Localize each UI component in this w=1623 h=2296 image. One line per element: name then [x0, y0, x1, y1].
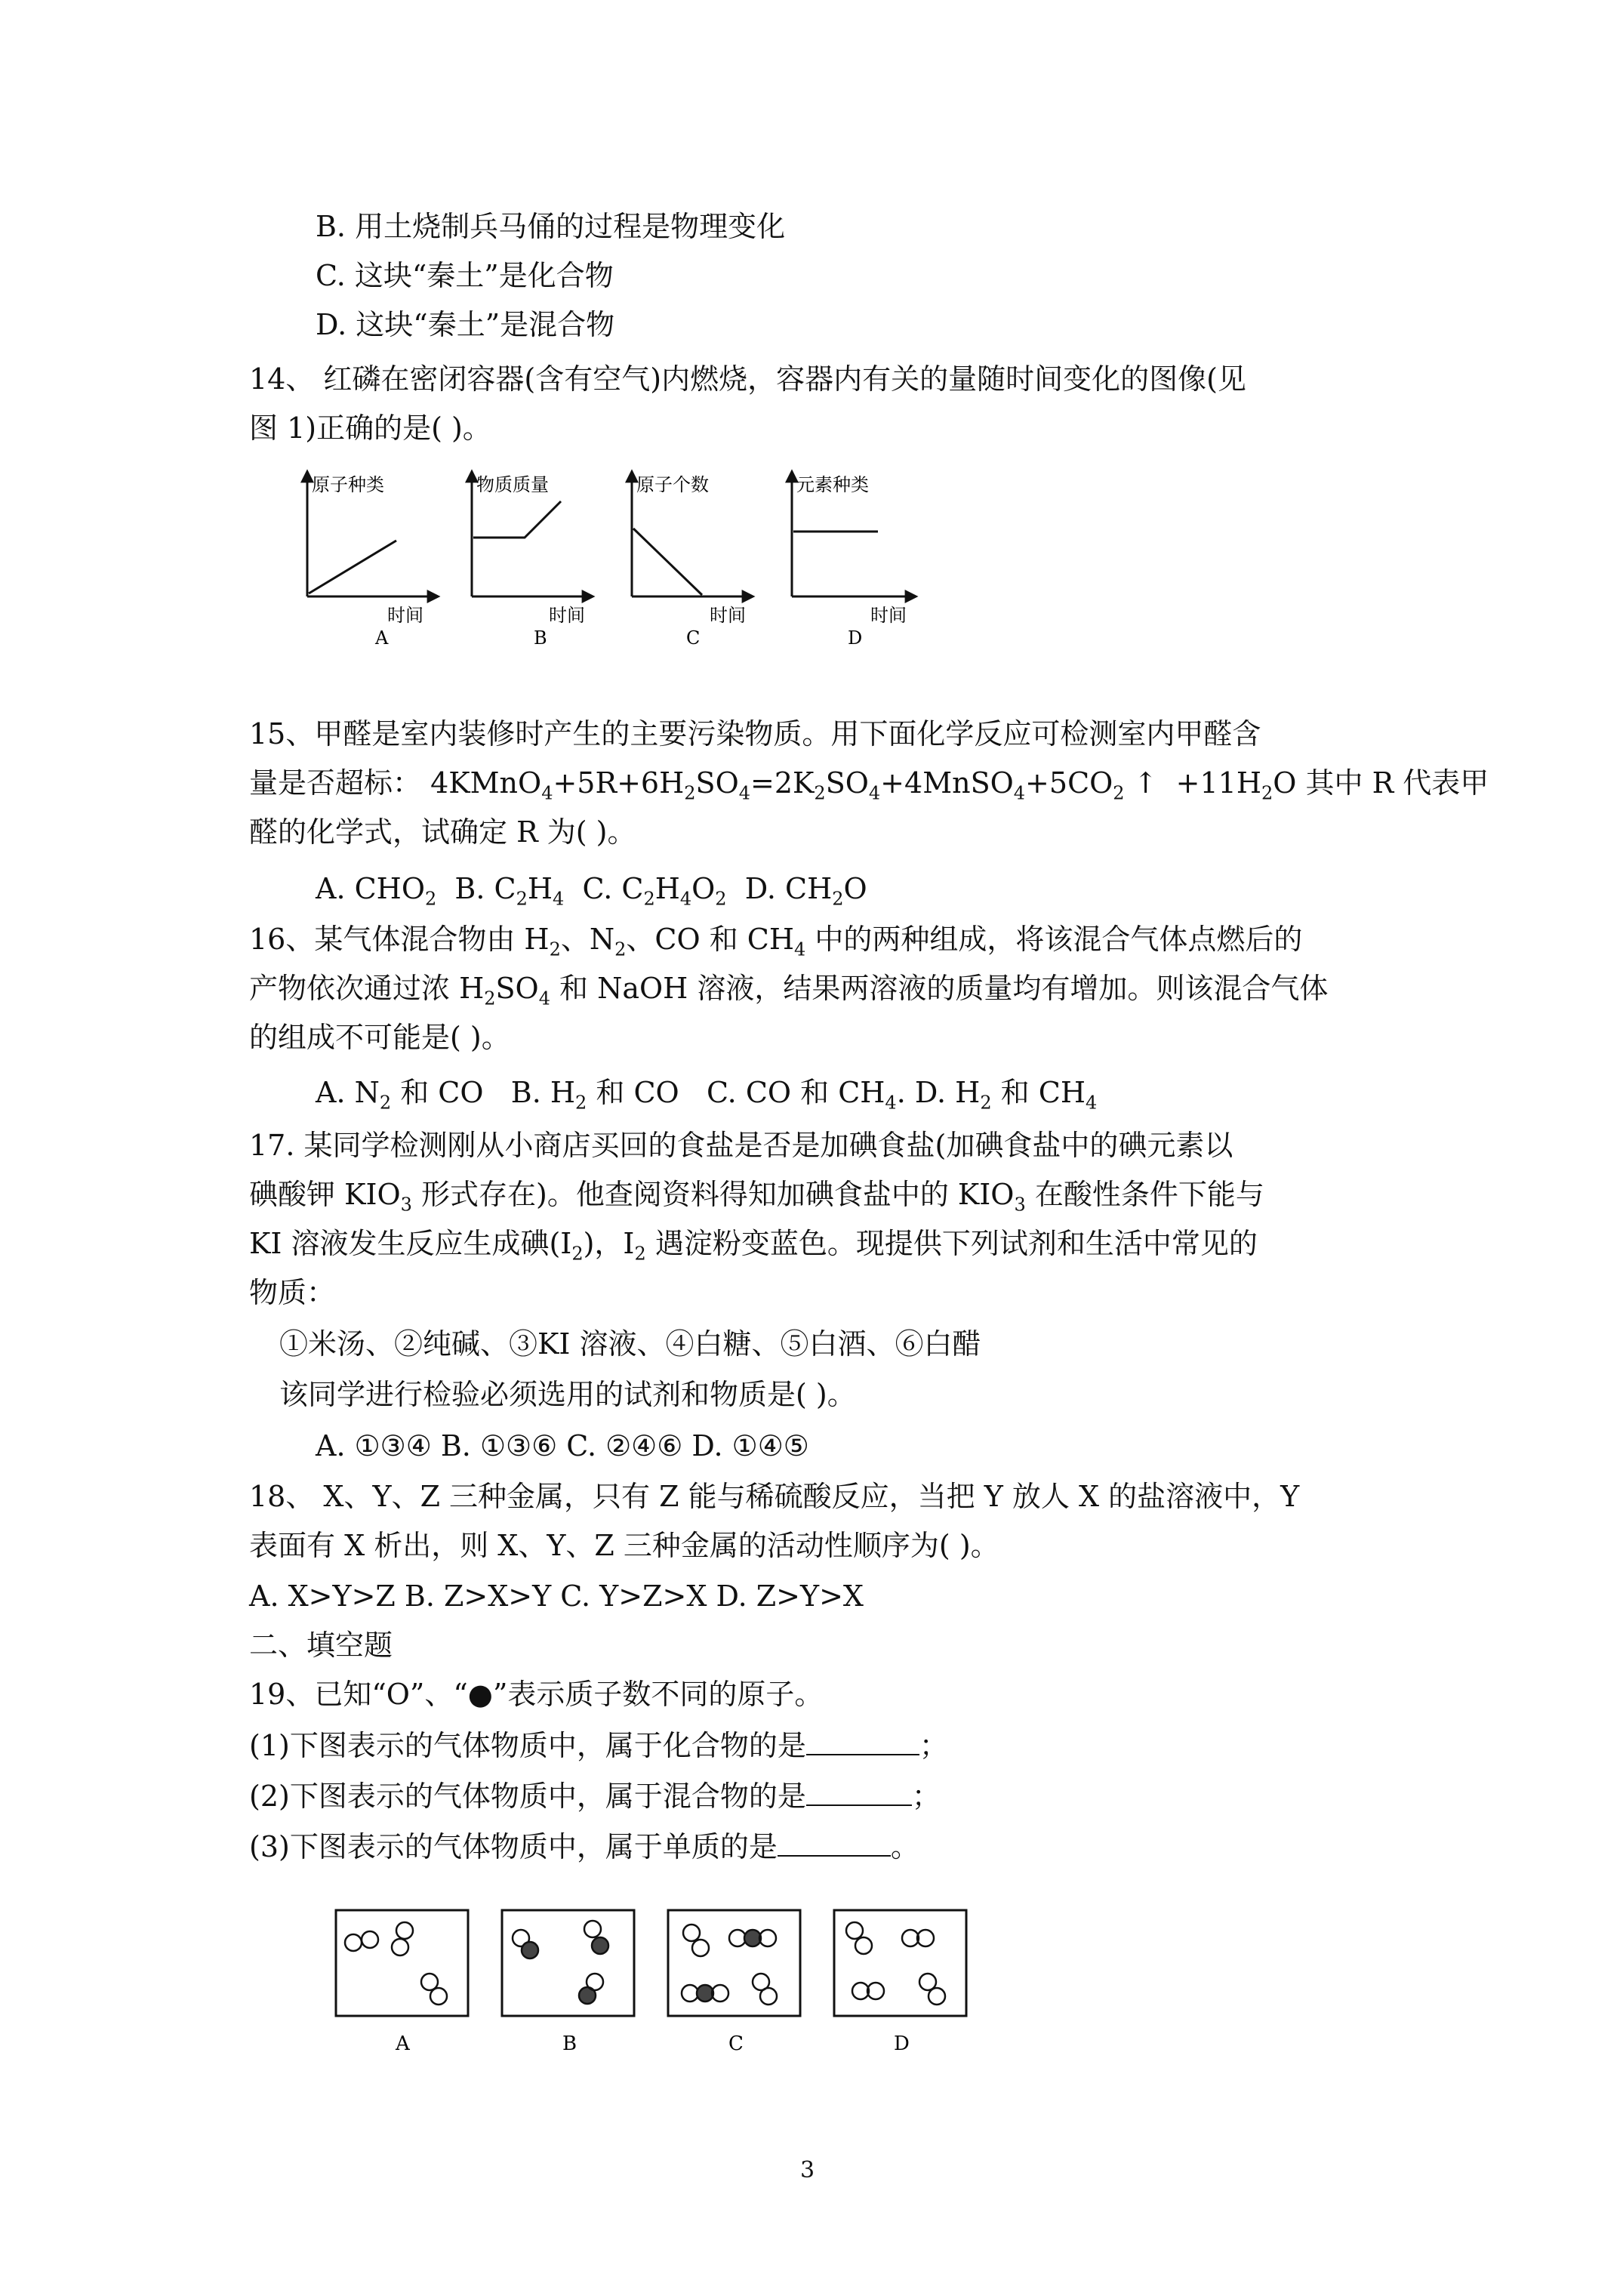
q17-text-line3: KI 溶液发生反应生成碘$(I_2)$，$I_2$ 遇淀粉变蓝色。现提供下列试剂和生活中常见的	[249, 1227, 1258, 1265]
q17-text-line1: 17. 某同学检测刚从小商店买回的食盐是否是加碘食盐(加碘食盐中的碘元素以	[249, 1129, 1233, 1162]
particle-box-c-letter: C	[728, 2032, 744, 2055]
graph-d	[792, 472, 916, 649]
q18-text-line1: 18、 X、Y、Z 三种金属，只有 Z 能与稀硫酸反应，当把 Y 放人 X 的盐溶液中，Y	[249, 1480, 1300, 1513]
q17-text-line4: 物质：	[249, 1276, 336, 1309]
q16-option-b: B. $H_2$ 和 CO	[510, 1076, 679, 1114]
particle-box-b	[502, 1910, 634, 2055]
graph-a	[307, 472, 438, 649]
graph-c-xlabel: 时间	[710, 605, 746, 626]
q19-item-1: (1)下图表示的气体物质中，属于化合物的是 ；	[249, 1721, 948, 1770]
q15-option-c: C. $C_2H_4O_2$	[582, 872, 727, 910]
q18-text-line2: 表面有 X 析出，则 X、Y、Z 三种金属的活动性顺序为( )。	[249, 1529, 999, 1562]
q16-option-a: A. $N_2$ 和 CO	[316, 1076, 484, 1114]
graph-c-ylabel: 原子个数	[636, 474, 709, 495]
particle-box-d	[834, 1910, 966, 2055]
graph-a-xlabel: 时间	[387, 605, 423, 626]
graph-b-letter: B	[534, 627, 547, 649]
q15-option-d: D. $CH_2O$	[744, 872, 867, 910]
q13-option-b: B. 用土烧制兵马俑的过程是物理变化	[316, 210, 786, 243]
graph-b-ylabel: 物质质量	[476, 474, 549, 495]
q16-options	[316, 1068, 1097, 1127]
q17-text-line6: 该同学进行检验必须选用的试剂和物质是( )。	[279, 1378, 856, 1411]
q13-option-d: D. 这块“秦土”是混合物	[316, 308, 615, 341]
q16-text-line3: 的组成不可能是( )。	[249, 1021, 510, 1054]
q19-item-3: (3)下图表示的气体物质中，属于单质的是 。	[249, 1823, 919, 1871]
q14-text-line1: 14、 红磷在密闭容器(含有空气)内燃烧，容器内有关的量随时间变化的图像(见	[249, 362, 1246, 396]
q15-text-line2: 量是否超标： $4KMnO_4+5R+6H_2SO_4=2K_2SO_4+4MnSO_4+5CO_2$ ↑ $+11H_2O$ 其中 R 代表甲	[249, 766, 1489, 804]
q13-option-c: C. 这块“秦土”是化合物	[316, 259, 614, 292]
graph-c	[632, 472, 753, 649]
q16-text-line1: 16、某气体混合物由 $H_2$、$N_2$、CO 和 $CH_4$ 中的两种组成，将该混合气体点燃后的	[249, 923, 1303, 960]
q19-particle-figure	[332, 1906, 981, 2073]
q16-text-line2: 产物依次通过浓 $H_2SO_4$ 和 NaOH 溶液，结果两溶液的质量均有增加。则该混合气体	[249, 972, 1329, 1009]
q15-option-b: B. $C_2H_4$	[454, 872, 565, 910]
q16-option-c: C. CO 和 $CH_4$.	[706, 1076, 906, 1114]
particle-box-d-letter: D	[894, 2032, 910, 2055]
q19-item-2: (2)下图表示的气体物质中，属于混合物的是 ；	[249, 1772, 941, 1820]
q15-text-line3: 醛的化学式，试确定 R 为( )。	[249, 815, 636, 849]
answer-blank-2[interactable]	[806, 1774, 912, 1806]
q17-text-line2: 碘酸钾 $KIO_3$ 形式存在)。他查阅资料得知加碘食盐中的 $KIO_3$ 在酸性条件下能与	[249, 1178, 1264, 1216]
q17-materials-list: ①米汤、②纯碱、③KI 溶液、④白糖、⑤白酒、⑥白醋	[279, 1327, 981, 1361]
q15-options	[316, 864, 867, 923]
graph-d-letter: D	[848, 627, 863, 649]
graph-b-curve	[473, 501, 561, 538]
particle-box-a	[336, 1910, 468, 2055]
q14-graphs-figure	[298, 468, 978, 661]
section-fill-blank-title: 二、填空题	[249, 1629, 393, 1662]
graph-b	[472, 472, 593, 649]
q17-options: A. ①③④ B. ①③⑥ C. ②④⑥ D. ①④⑤	[316, 1429, 809, 1462]
page-number: 3	[800, 2157, 815, 2184]
graph-a-curve	[309, 541, 396, 593]
q16-option-d: D. $H_2$ 和 $CH_4$	[914, 1076, 1098, 1114]
answer-blank-3[interactable]	[778, 1825, 891, 1857]
particle-box-b-letter: B	[562, 2032, 577, 2055]
graph-c-letter: C	[686, 627, 701, 649]
graph-c-curve	[633, 529, 702, 595]
q19-text-line1: 19、已知“O”、“●”表示质子数不同的原子。	[249, 1678, 824, 1711]
q15-option-a: A. $CHO_2$	[316, 872, 437, 910]
graph-d-ylabel: 元素种类	[796, 474, 869, 495]
graph-d-xlabel: 时间	[870, 605, 907, 626]
answer-blank-1[interactable]	[806, 1724, 919, 1755]
q14-text-line2: 图 1)正确的是( )。	[249, 411, 491, 445]
particle-box-a-letter: A	[396, 2032, 410, 2055]
graph-a-ylabel: 原子种类	[312, 474, 384, 495]
q18-options: A. X>Y>Z B. Z>X>Y C. Y>Z>X D. Z>Y>X	[249, 1579, 864, 1613]
graph-b-xlabel: 时间	[549, 605, 585, 626]
q15-text-line1: 15、甲醛是室内装修时产生的主要污染物质。用下面化学反应可检测室内甲醛含	[249, 717, 1261, 750]
particle-box-c	[668, 1910, 800, 2055]
graph-a-letter: A	[375, 627, 389, 649]
